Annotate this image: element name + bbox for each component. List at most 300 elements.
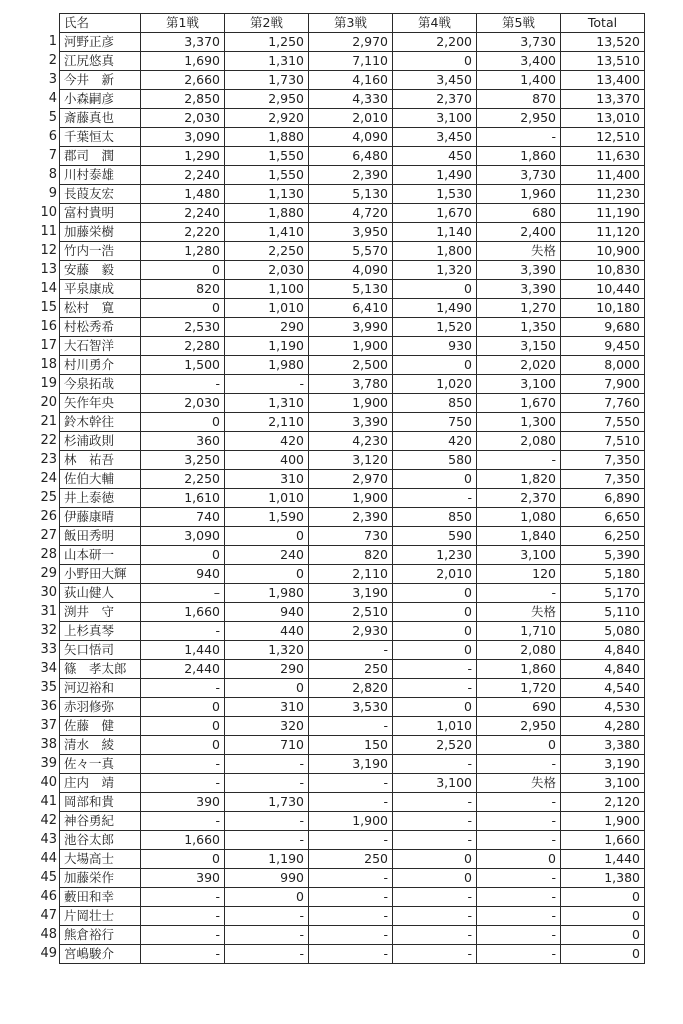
round-3-score: 6,410 (309, 299, 393, 318)
round-3-score: 3,950 (309, 223, 393, 242)
player-name: 神谷勇紀 (60, 812, 141, 831)
round-3-score: - (309, 869, 393, 888)
round-3-score: 6,480 (309, 147, 393, 166)
round-4-score: 0 (393, 280, 477, 299)
round-4-score: 0 (393, 869, 477, 888)
round-3-score: 2,110 (309, 565, 393, 584)
row-number: 28 (40, 547, 57, 562)
player-name: 藪田和幸 (60, 888, 141, 907)
player-name: 河辺裕和 (60, 679, 141, 698)
round-4-score: - (393, 888, 477, 907)
round-3-score: 2,500 (309, 356, 393, 375)
total-score: 6,250 (561, 527, 645, 546)
round-2-score: 1,190 (225, 850, 309, 869)
player-name: 今泉拓哉 (60, 375, 141, 394)
row-number: 40 (40, 775, 57, 790)
header-round-1: 第1戦 (141, 14, 225, 33)
player-name: 竹内一浩 (60, 242, 141, 261)
total-score: 1,380 (561, 869, 645, 888)
round-2-score: 990 (225, 869, 309, 888)
row-number: 20 (40, 395, 57, 410)
row-number: 30 (40, 585, 57, 600)
table-row (0, 565, 645, 584)
round-5-score: - (477, 812, 561, 831)
row-number: 38 (40, 737, 57, 752)
round-5-score: 1,270 (477, 299, 561, 318)
header-total: Total (561, 14, 645, 33)
round-1-score: 940 (141, 565, 225, 584)
row-number: 43 (40, 832, 57, 847)
total-score: 0 (561, 907, 645, 926)
player-name: 井上泰徳 (60, 489, 141, 508)
table-row (0, 945, 645, 964)
row-number: 13 (40, 262, 57, 277)
round-4-score: 420 (393, 432, 477, 451)
total-score: 11,400 (561, 166, 645, 185)
round-1-score: - (141, 926, 225, 945)
round-1-score: 0 (141, 850, 225, 869)
total-score: 1,900 (561, 812, 645, 831)
row-number: 32 (40, 623, 57, 638)
round-5-score: 3,100 (477, 375, 561, 394)
round-4-score: 0 (393, 850, 477, 869)
round-4-score: - (393, 660, 477, 679)
table-row (0, 755, 645, 774)
round-5-score: - (477, 831, 561, 850)
round-4-score: 580 (393, 451, 477, 470)
round-4-score: 3,450 (393, 71, 477, 90)
player-name: 村松秀希 (60, 318, 141, 337)
round-5-score: 失格 (477, 242, 561, 261)
round-2-score: 1,590 (225, 508, 309, 527)
total-score: 7,350 (561, 451, 645, 470)
round-4-score: - (393, 907, 477, 926)
player-name: 佐藤 健 (60, 717, 141, 736)
player-name: 大場高士 (60, 850, 141, 869)
row-number: 24 (40, 471, 57, 486)
table-row (0, 185, 645, 204)
player-name: 佐伯大輔 (60, 470, 141, 489)
round-4-score: - (393, 831, 477, 850)
round-4-score: 3,100 (393, 109, 477, 128)
round-3-score: 1,900 (309, 812, 393, 831)
table-row (0, 109, 645, 128)
table-row (0, 451, 645, 470)
round-4-score: 750 (393, 413, 477, 432)
player-name: 清水 綾 (60, 736, 141, 755)
table-row (0, 508, 645, 527)
round-3-score: 2,820 (309, 679, 393, 698)
table-row (0, 33, 645, 52)
round-3-score: - (309, 774, 393, 793)
total-score: 2,120 (561, 793, 645, 812)
round-5-score: - (477, 451, 561, 470)
player-name: 杉浦政則 (60, 432, 141, 451)
table-row (0, 299, 645, 318)
total-score: 11,120 (561, 223, 645, 242)
table-row (0, 812, 645, 831)
round-4-score: - (393, 926, 477, 945)
round-3-score: 4,230 (309, 432, 393, 451)
table-row (0, 907, 645, 926)
round-5-score: 2,950 (477, 717, 561, 736)
round-2-score: 1,880 (225, 128, 309, 147)
table-row (0, 318, 645, 337)
round-5-score: 680 (477, 204, 561, 223)
round-4-score: 2,520 (393, 736, 477, 755)
round-4-score: - (393, 489, 477, 508)
player-name: 今井 新 (60, 71, 141, 90)
total-score: 7,760 (561, 394, 645, 413)
table-row (0, 717, 645, 736)
round-2-score: 1,100 (225, 280, 309, 299)
round-5-score: 1,960 (477, 185, 561, 204)
results-sheet (0, 13, 645, 964)
player-name: 大石智洋 (60, 337, 141, 356)
player-name: 荻山健人 (60, 584, 141, 603)
round-4-score: - (393, 812, 477, 831)
round-4-score: 450 (393, 147, 477, 166)
round-4-score: 1,670 (393, 204, 477, 223)
total-score: 4,840 (561, 641, 645, 660)
round-5-score: 2,950 (477, 109, 561, 128)
round-2-score: - (225, 831, 309, 850)
round-3-score: - (309, 926, 393, 945)
total-score: 4,540 (561, 679, 645, 698)
round-5-score: 失格 (477, 774, 561, 793)
player-name: 岡部和貴 (60, 793, 141, 812)
row-number: 7 (48, 148, 57, 163)
round-3-score: - (309, 945, 393, 964)
total-score: 7,350 (561, 470, 645, 489)
round-5-score: 3,730 (477, 166, 561, 185)
round-1-score: 820 (141, 280, 225, 299)
total-score: 5,080 (561, 622, 645, 641)
round-4-score: 1,490 (393, 166, 477, 185)
round-3-score: 2,010 (309, 109, 393, 128)
round-4-score: 2,370 (393, 90, 477, 109)
round-2-score: - (225, 375, 309, 394)
round-1-score: 2,240 (141, 204, 225, 223)
round-1-score: - (141, 755, 225, 774)
round-3-score: 4,330 (309, 90, 393, 109)
table-row (0, 660, 645, 679)
row-number: 48 (40, 927, 57, 942)
round-1-score: 1,440 (141, 641, 225, 660)
row-index-header (0, 14, 60, 33)
round-1-score: 390 (141, 793, 225, 812)
table-row (0, 261, 645, 280)
round-5-score: 3,730 (477, 33, 561, 52)
round-1-score: 1,280 (141, 242, 225, 261)
round-2-score: 420 (225, 432, 309, 451)
table-row (0, 698, 645, 717)
round-4-score: 0 (393, 641, 477, 660)
player-name: 平泉康成 (60, 280, 141, 299)
round-1-score: 0 (141, 413, 225, 432)
round-2-score: 1,980 (225, 356, 309, 375)
total-score: 11,630 (561, 147, 645, 166)
table-row (0, 850, 645, 869)
round-2-score: 290 (225, 318, 309, 337)
round-3-score: 7,110 (309, 52, 393, 71)
total-score: 5,390 (561, 546, 645, 565)
round-1-score: 3,370 (141, 33, 225, 52)
header-round-5: 第5戦 (477, 14, 561, 33)
table-row (0, 375, 645, 394)
table-row (0, 831, 645, 850)
round-3-score: - (309, 888, 393, 907)
round-4-score: 0 (393, 470, 477, 489)
row-number: 22 (40, 433, 57, 448)
total-score: 7,550 (561, 413, 645, 432)
table-row (0, 280, 645, 299)
round-3-score: 3,120 (309, 451, 393, 470)
round-5-score: 2,370 (477, 489, 561, 508)
round-4-score: 1,010 (393, 717, 477, 736)
round-1-score: 360 (141, 432, 225, 451)
round-4-score: 3,450 (393, 128, 477, 147)
round-2-score: 290 (225, 660, 309, 679)
row-number: 4 (48, 91, 57, 106)
round-5-score: 1,350 (477, 318, 561, 337)
table-row (0, 622, 645, 641)
round-3-score: 3,990 (309, 318, 393, 337)
round-4-score: - (393, 755, 477, 774)
round-1-score: 2,240 (141, 166, 225, 185)
round-5-score: 3,390 (477, 280, 561, 299)
round-1-score: 1,500 (141, 356, 225, 375)
table-row (0, 413, 645, 432)
round-4-score: 2,010 (393, 565, 477, 584)
player-name: 熊倉裕行 (60, 926, 141, 945)
total-score: 13,370 (561, 90, 645, 109)
round-5-score: - (477, 907, 561, 926)
round-2-score: 710 (225, 736, 309, 755)
player-name: 加藤栄作 (60, 869, 141, 888)
round-5-score: 2,400 (477, 223, 561, 242)
row-number: 9 (48, 186, 57, 201)
round-3-score: 150 (309, 736, 393, 755)
round-3-score: 1,900 (309, 337, 393, 356)
round-1-score: 2,660 (141, 71, 225, 90)
round-2-score: - (225, 945, 309, 964)
round-3-score: 2,970 (309, 33, 393, 52)
total-score: 0 (561, 945, 645, 964)
round-5-score: 1,820 (477, 470, 561, 489)
table-row (0, 869, 645, 888)
round-1-score: 0 (141, 546, 225, 565)
total-score: 4,280 (561, 717, 645, 736)
round-2-score: - (225, 926, 309, 945)
player-name: 赤羽修弥 (60, 698, 141, 717)
total-score: 0 (561, 888, 645, 907)
player-name: 江尻悠真 (60, 52, 141, 71)
row-number: 15 (40, 300, 57, 315)
round-3-score: 4,160 (309, 71, 393, 90)
round-1-score: 3,250 (141, 451, 225, 470)
round-5-score: - (477, 584, 561, 603)
row-number: 5 (48, 110, 57, 125)
round-3-score: 2,970 (309, 470, 393, 489)
round-2-score: - (225, 755, 309, 774)
round-5-score: 1,720 (477, 679, 561, 698)
round-3-score: - (309, 717, 393, 736)
round-4-score: 1,230 (393, 546, 477, 565)
round-2-score: 1,250 (225, 33, 309, 52)
row-number: 23 (40, 452, 57, 467)
results-table (0, 13, 645, 964)
total-score: 3,380 (561, 736, 645, 755)
total-score: 13,010 (561, 109, 645, 128)
row-number: 31 (40, 604, 57, 619)
round-1-score: 3,090 (141, 527, 225, 546)
round-1-score: - (141, 375, 225, 394)
header-round-4: 第4戦 (393, 14, 477, 33)
round-3-score: - (309, 831, 393, 850)
table-row (0, 546, 645, 565)
round-2-score: 1,880 (225, 204, 309, 223)
table-row (0, 166, 645, 185)
player-name: 小森嗣彦 (60, 90, 141, 109)
round-3-score: 2,390 (309, 508, 393, 527)
total-score: 5,170 (561, 584, 645, 603)
round-2-score: 1,010 (225, 299, 309, 318)
round-4-score: - (393, 793, 477, 812)
table-row (0, 71, 645, 90)
round-3-score: 3,390 (309, 413, 393, 432)
round-1-score: - (141, 945, 225, 964)
round-3-score: - (309, 641, 393, 660)
round-2-score: 940 (225, 603, 309, 622)
table-row (0, 128, 645, 147)
total-score: 7,900 (561, 375, 645, 394)
table-row (0, 52, 645, 71)
round-5-score: 2,080 (477, 432, 561, 451)
player-name: 松村 寛 (60, 299, 141, 318)
round-1-score: 1,480 (141, 185, 225, 204)
table-row (0, 888, 645, 907)
round-5-score: 1,300 (477, 413, 561, 432)
round-2-score: 2,250 (225, 242, 309, 261)
player-name: 片岡壮士 (60, 907, 141, 926)
round-4-score: 3,100 (393, 774, 477, 793)
table-row (0, 90, 645, 109)
total-score: 3,190 (561, 755, 645, 774)
round-1-score: 2,250 (141, 470, 225, 489)
round-5-score: - (477, 869, 561, 888)
round-2-score: 310 (225, 470, 309, 489)
round-4-score: 1,800 (393, 242, 477, 261)
round-5-score: 2,080 (477, 641, 561, 660)
total-score: 11,190 (561, 204, 645, 223)
round-3-score: - (309, 907, 393, 926)
round-1-score: 1,660 (141, 603, 225, 622)
round-5-score: - (477, 755, 561, 774)
round-2-score: 240 (225, 546, 309, 565)
row-number: 44 (40, 851, 57, 866)
round-3-score: 1,900 (309, 394, 393, 413)
round-1-score: - (141, 907, 225, 926)
round-5-score: - (477, 888, 561, 907)
header-name: 氏名 (60, 14, 141, 33)
row-number: 39 (40, 756, 57, 771)
round-2-score: 2,110 (225, 413, 309, 432)
player-name: 河野正彦 (60, 33, 141, 52)
row-number: 6 (48, 129, 57, 144)
round-2-score: 1,980 (225, 584, 309, 603)
round-3-score: 2,390 (309, 166, 393, 185)
row-number: 14 (40, 281, 57, 296)
round-5-score: 3,150 (477, 337, 561, 356)
player-name: 飯田秀明 (60, 527, 141, 546)
round-5-score: 3,100 (477, 546, 561, 565)
total-score: 9,680 (561, 318, 645, 337)
round-1-score: - (141, 679, 225, 698)
row-number: 8 (48, 167, 57, 182)
round-2-score: 310 (225, 698, 309, 717)
round-1-score: – (141, 584, 225, 603)
player-name: 加藤栄樹 (60, 223, 141, 242)
round-5-score: 3,390 (477, 261, 561, 280)
round-1-score: 0 (141, 717, 225, 736)
total-score: 13,400 (561, 71, 645, 90)
row-number: 21 (40, 414, 57, 429)
row-number: 27 (40, 528, 57, 543)
round-3-score: 4,720 (309, 204, 393, 223)
row-number: 33 (40, 642, 57, 657)
round-5-score: 3,400 (477, 52, 561, 71)
player-name: 小野田大輝 (60, 565, 141, 584)
round-2-score: 320 (225, 717, 309, 736)
total-score: 10,830 (561, 261, 645, 280)
round-4-score: 1,020 (393, 375, 477, 394)
round-1-score: 0 (141, 299, 225, 318)
header-row (0, 14, 645, 33)
round-2-score: - (225, 812, 309, 831)
table-row (0, 926, 645, 945)
round-1-score: 2,440 (141, 660, 225, 679)
round-5-score: 1,080 (477, 508, 561, 527)
round-4-score: 590 (393, 527, 477, 546)
player-name: 斎藤真也 (60, 109, 141, 128)
round-1-score: 1,660 (141, 831, 225, 850)
player-name: 池谷太郎 (60, 831, 141, 850)
round-3-score: 5,570 (309, 242, 393, 261)
round-2-score: 1,320 (225, 641, 309, 660)
total-score: 6,650 (561, 508, 645, 527)
round-2-score: 1,190 (225, 337, 309, 356)
round-3-score: 3,780 (309, 375, 393, 394)
round-5-score: 1,840 (477, 527, 561, 546)
round-3-score: 1,900 (309, 489, 393, 508)
round-3-score: 5,130 (309, 280, 393, 299)
player-name: 佐々一真 (60, 755, 141, 774)
round-5-score: 0 (477, 736, 561, 755)
round-3-score: 3,530 (309, 698, 393, 717)
row-number: 37 (40, 718, 57, 733)
player-name: 林 祐吾 (60, 451, 141, 470)
round-1-score: 0 (141, 698, 225, 717)
round-5-score: 1,710 (477, 622, 561, 641)
table-row (0, 527, 645, 546)
round-2-score: 0 (225, 679, 309, 698)
round-2-score: 1,550 (225, 166, 309, 185)
player-name: 富村貴明 (60, 204, 141, 223)
row-number: 41 (40, 794, 57, 809)
round-1-score: 2,530 (141, 318, 225, 337)
row-number: 25 (40, 490, 57, 505)
